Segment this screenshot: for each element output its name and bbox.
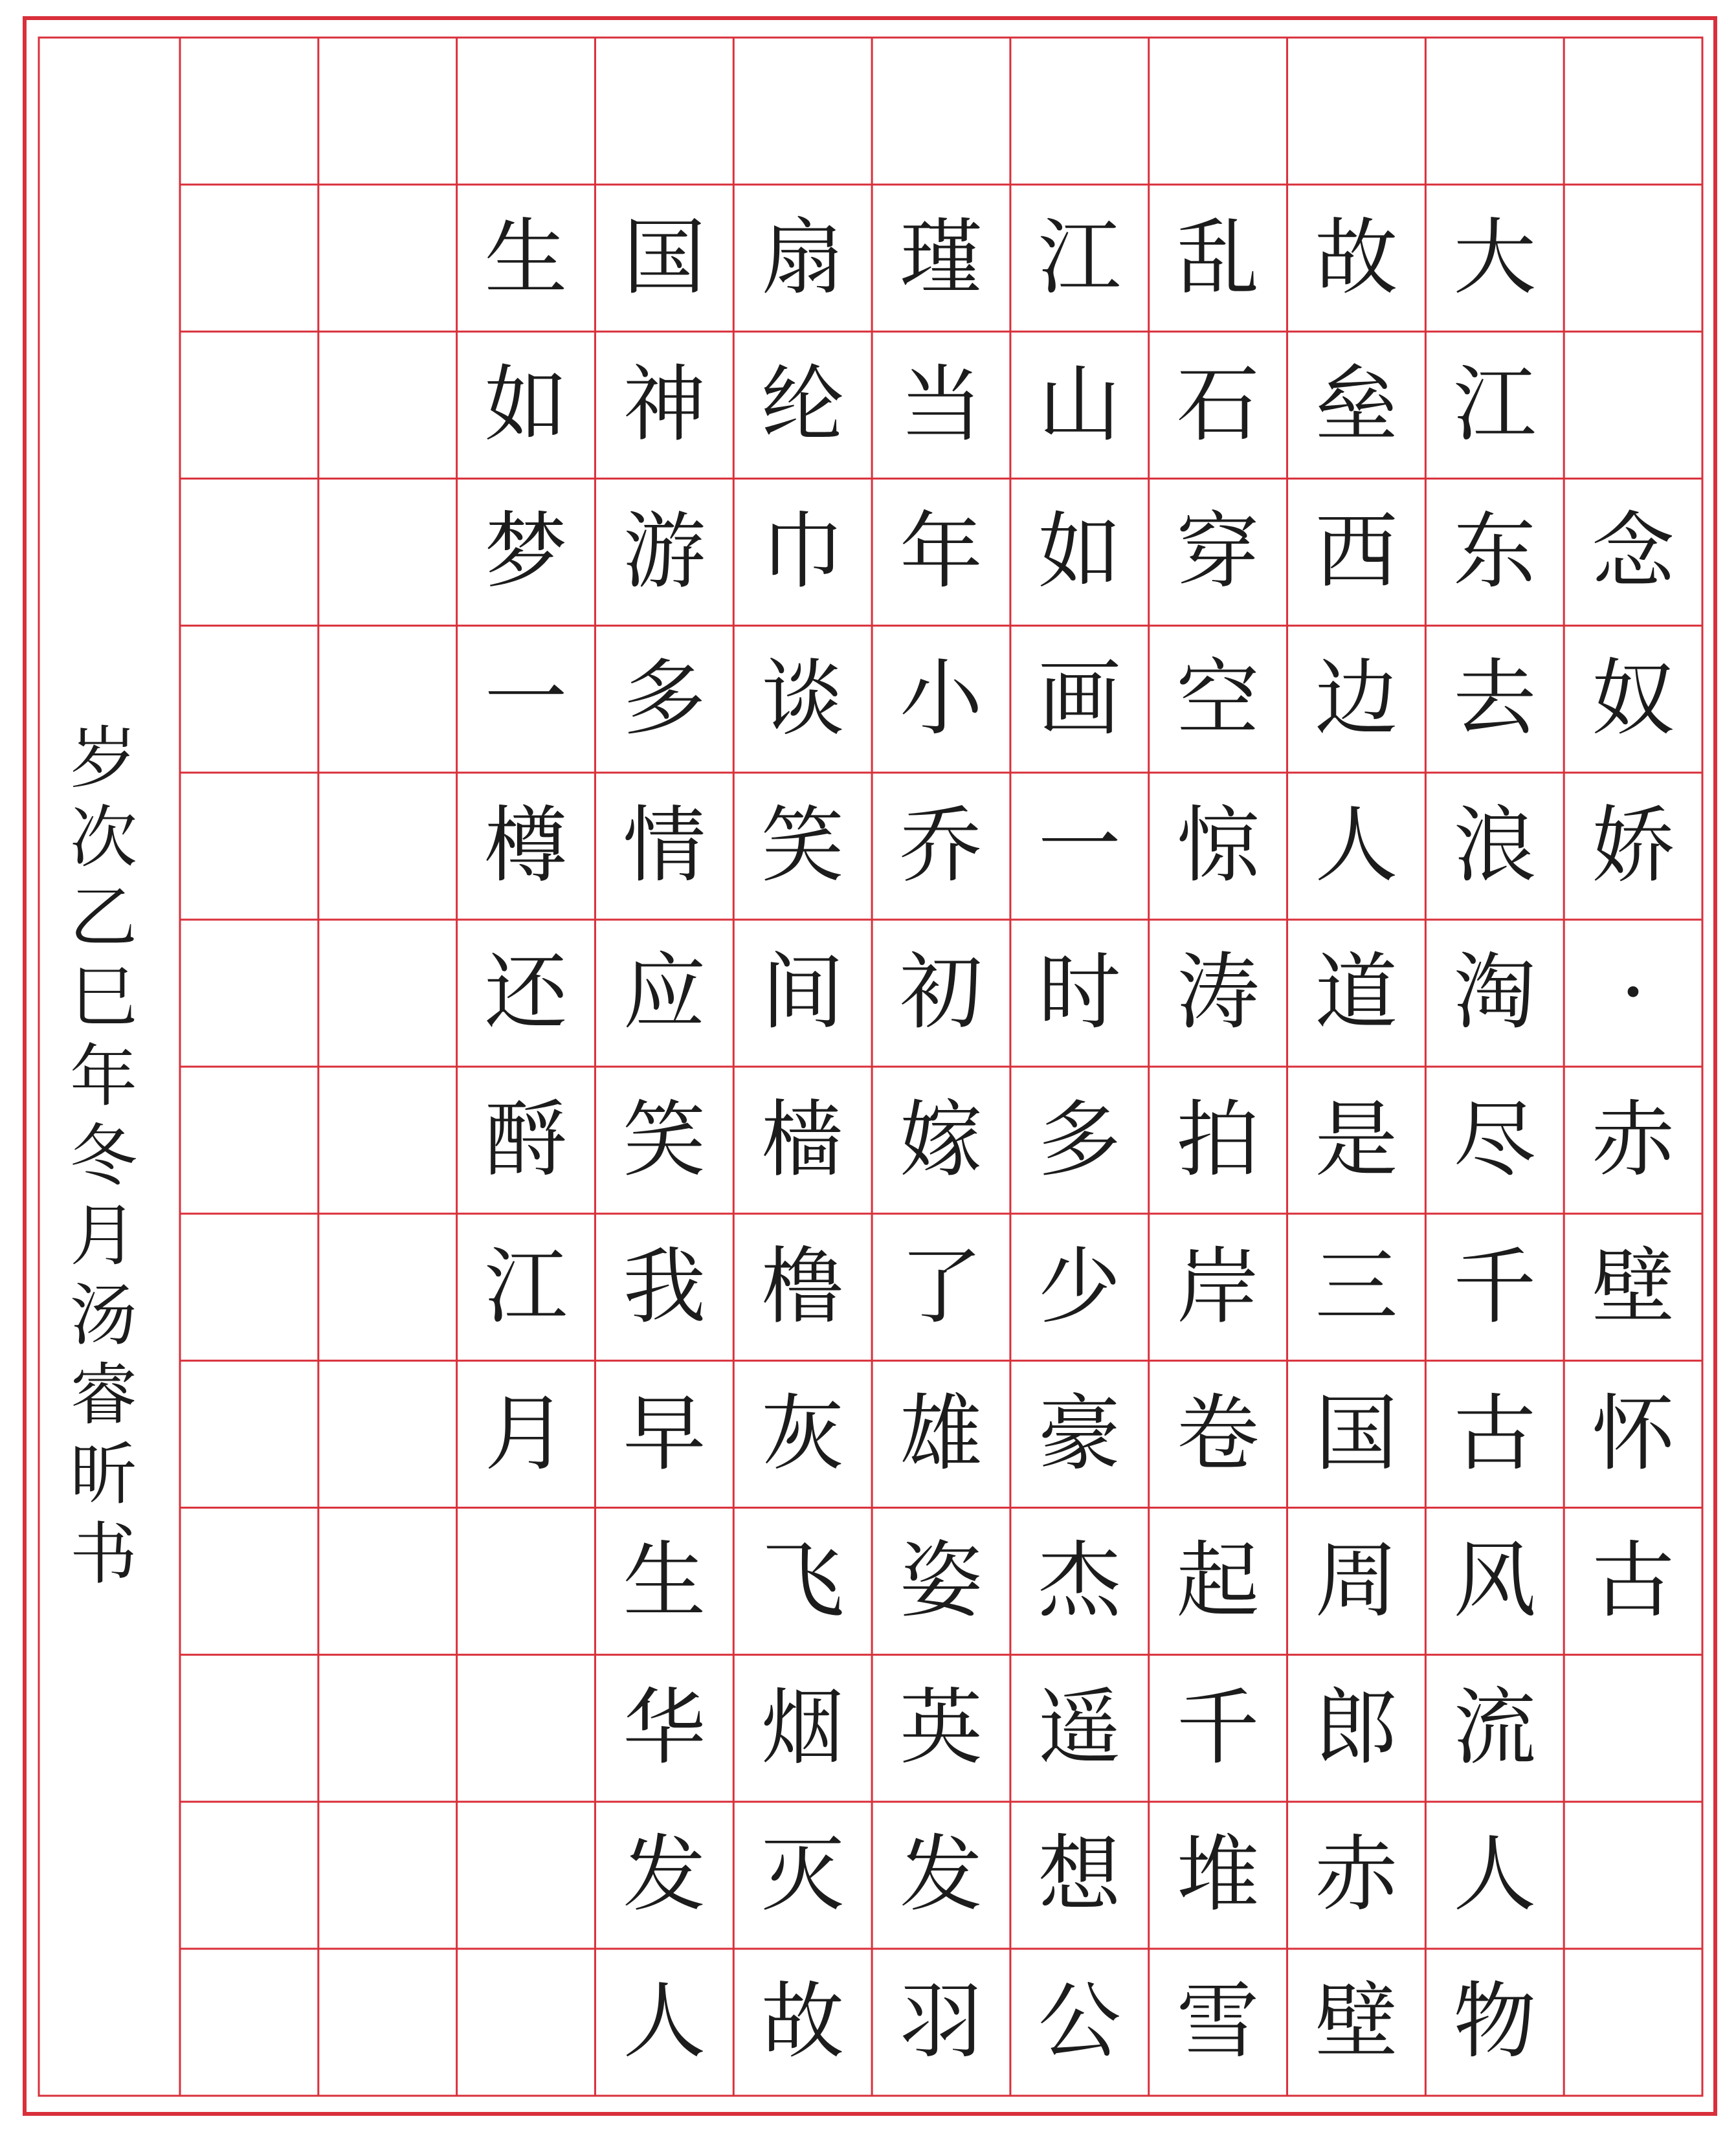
poem-character: 梦 (484, 504, 568, 600)
poem-character: 石 (1176, 356, 1260, 453)
poem-character: 瑾 (899, 209, 983, 306)
poem-character: 人 (1453, 1827, 1537, 1924)
poem-character: 千 (1453, 1238, 1537, 1335)
poem-character: 画 (1038, 650, 1121, 748)
signature-character: 睿 (69, 1355, 137, 1434)
poem-character: 国 (1315, 1385, 1398, 1482)
poem-character: 小 (899, 650, 983, 748)
poem-character: 是 (1315, 1091, 1398, 1188)
poem-character: 想 (1038, 1827, 1121, 1924)
poem-character: 起 (1176, 1533, 1260, 1629)
poem-character: 烟 (761, 1680, 845, 1777)
poem-character: 应 (623, 944, 706, 1041)
poem-character: 尽 (1453, 1091, 1537, 1188)
poem-character: 一 (484, 650, 568, 748)
poem-character: 姿 (899, 1533, 983, 1629)
poem-character: 国 (623, 209, 706, 306)
poem-character: 淘 (1453, 944, 1537, 1041)
poem-character: 还 (484, 944, 568, 1041)
poem-character: 赤 (1315, 1827, 1398, 1924)
signature-character: 书 (69, 1515, 137, 1593)
poem-character: 如 (1038, 504, 1121, 600)
poem-character: 时 (1038, 944, 1121, 1041)
poem-character: 当 (899, 356, 983, 453)
poem-character: 纶 (761, 356, 845, 453)
poem-character: 卷 (1176, 1385, 1260, 1482)
poem-character: 雄 (899, 1385, 983, 1482)
poem-character: 空 (1176, 650, 1260, 748)
poem-character: 灰 (761, 1385, 845, 1482)
poem-character: 英 (899, 1680, 983, 1777)
poem-character: 去 (1453, 650, 1537, 748)
poem-character: 多 (1038, 1091, 1121, 1188)
poem-character: 千 (1176, 1680, 1260, 1777)
signature-character: 月 (69, 1196, 137, 1275)
poem-character: 公 (1038, 1973, 1121, 2071)
signature-character: 岁 (69, 718, 137, 797)
poem-character: 故 (1315, 209, 1398, 306)
poem-character: 扇 (761, 209, 845, 306)
poem-character: 江 (1453, 356, 1537, 453)
poem-character: 发 (899, 1827, 983, 1924)
poem-character: 郎 (1315, 1680, 1398, 1777)
poem-character: 岸 (1176, 1238, 1260, 1335)
poem-character: 樯 (761, 1091, 845, 1188)
poem-character: 乔 (899, 797, 983, 894)
poem-character: 江 (484, 1238, 568, 1335)
poem-character: 谈 (761, 650, 845, 748)
poem-character: 雪 (1176, 1973, 1260, 2071)
poem-character: 物 (1453, 1973, 1537, 2071)
poem-character: 飞 (761, 1533, 845, 1629)
signature-inscription (39, 718, 168, 1676)
signature-character: 冬 (69, 1116, 137, 1195)
signature-character: 昕 (69, 1435, 137, 1514)
poem-character: 穿 (1176, 504, 1260, 600)
poem-character: 壁 (1592, 1238, 1675, 1335)
poem-character: 怀 (1592, 1385, 1675, 1482)
poem-character: 间 (761, 944, 845, 1041)
poem-character: 巾 (761, 504, 845, 600)
poem-character: 游 (623, 504, 706, 600)
poem-character: 初 (899, 944, 983, 1041)
poem-character: 东 (1453, 504, 1537, 600)
poem-character: 三 (1315, 1238, 1398, 1335)
poem-character: · (1619, 944, 1647, 1041)
poem-character: 神 (623, 356, 706, 453)
poem-character: 少 (1038, 1238, 1121, 1335)
poem-character: 人 (623, 1973, 706, 2071)
poem-character: 发 (623, 1827, 706, 1924)
signature-character: 巳 (69, 957, 137, 1036)
poem-character: 古 (1453, 1385, 1537, 1482)
poem-character: 羽 (899, 1973, 983, 2071)
poem-character: 了 (899, 1238, 983, 1335)
poem-character: 垒 (1315, 356, 1398, 453)
poem-character: 灭 (761, 1827, 845, 1924)
poem-character: 道 (1315, 944, 1398, 1041)
poem-character: 江 (1038, 209, 1121, 306)
poem-character: 生 (623, 1533, 706, 1629)
poem-character: 人 (1315, 797, 1398, 894)
poem-character: 堆 (1176, 1827, 1260, 1924)
poem-character: 橹 (761, 1238, 845, 1335)
poem-character: 一 (1038, 797, 1121, 894)
poem-character: 杰 (1038, 1533, 1121, 1629)
poem-character: 西 (1315, 504, 1398, 600)
signature-character: 次 (69, 798, 137, 877)
poem-character: 风 (1453, 1533, 1537, 1629)
signature-character: 汤 (69, 1276, 137, 1355)
poem-character: 豪 (1038, 1385, 1121, 1482)
poem-character: 边 (1315, 650, 1398, 748)
poem-character: 娇 (1592, 797, 1675, 894)
poem-character: 壁 (1315, 1973, 1398, 2071)
poem-character: 念 (1592, 504, 1675, 600)
poem-character: 涛 (1176, 944, 1260, 1041)
poem-character: 月 (484, 1385, 568, 1482)
poem-character: 大 (1453, 209, 1537, 306)
poem-character: 华 (623, 1680, 706, 1777)
poem-character: 故 (761, 1973, 845, 2071)
poem-character: 赤 (1592, 1091, 1675, 1188)
poem-character: 年 (899, 504, 983, 600)
poem-character: 山 (1038, 356, 1121, 453)
poem-character: 浪 (1453, 797, 1537, 894)
poem-character: 乱 (1176, 209, 1260, 306)
poem-character: 多 (623, 650, 706, 748)
poem-character: 情 (623, 797, 706, 894)
poem-character: 遥 (1038, 1680, 1121, 1777)
poem-character: 生 (484, 209, 568, 306)
poem-character: 嫁 (899, 1091, 983, 1188)
poem-character: 笑 (761, 797, 845, 894)
poem-character: 拍 (1176, 1091, 1260, 1188)
poem-character: 如 (484, 356, 568, 453)
poem-character: 流 (1453, 1680, 1537, 1777)
poem-character: 奴 (1592, 650, 1675, 748)
poem-character: 惊 (1176, 797, 1260, 894)
poem-character: 周 (1315, 1533, 1398, 1629)
signature-character: 乙 (69, 878, 137, 957)
poem-character: 酹 (484, 1091, 568, 1188)
poem-character: 我 (623, 1238, 706, 1335)
signature-character: 年 (69, 1037, 137, 1116)
poem-character: 笑 (623, 1091, 706, 1188)
poem-character: 古 (1592, 1533, 1675, 1629)
poem-character: 樽 (484, 797, 568, 894)
poem-character: 早 (623, 1385, 706, 1482)
